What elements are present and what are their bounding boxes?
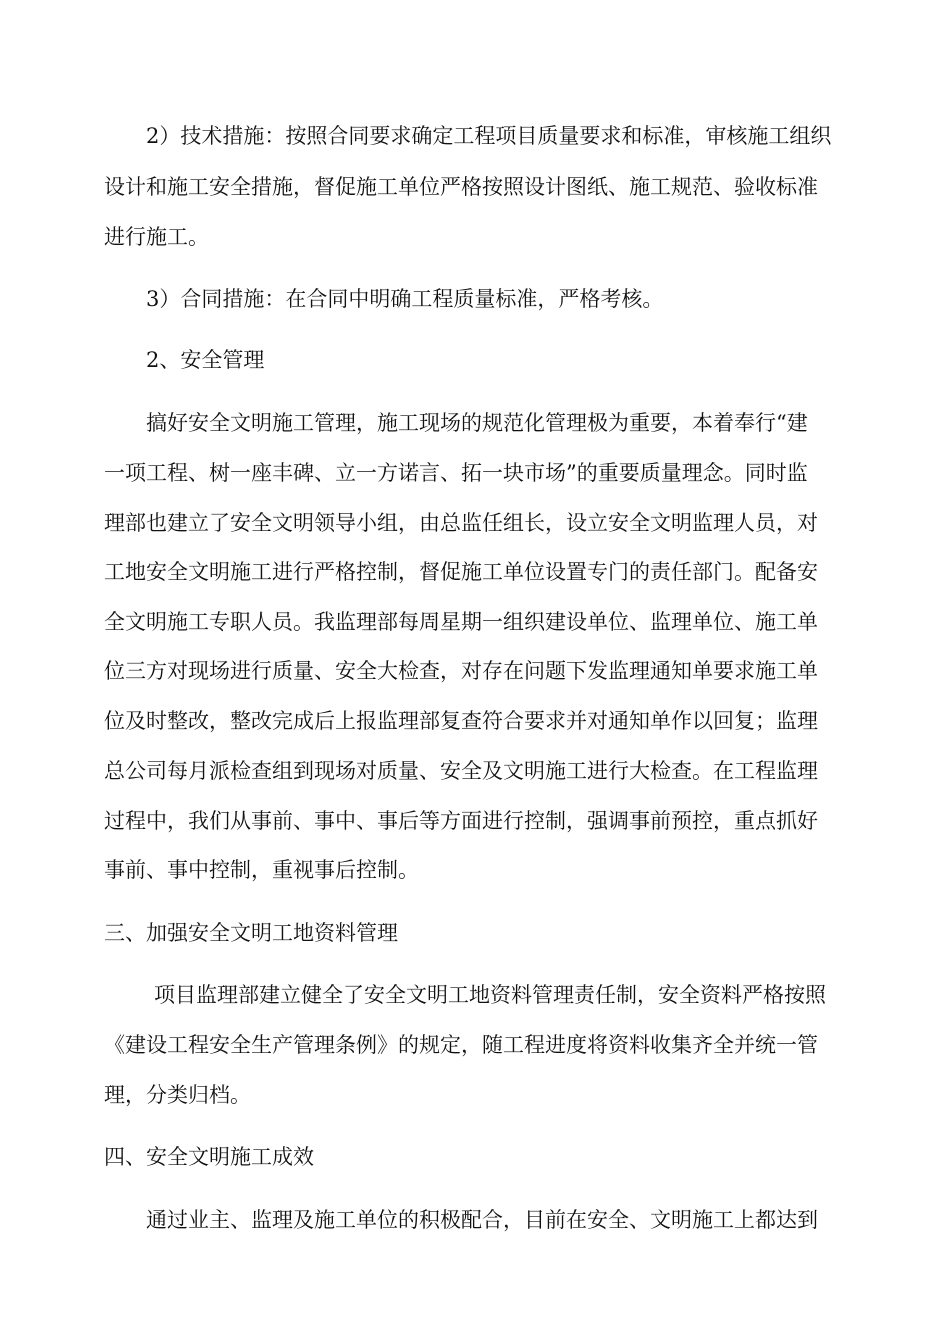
text-line: 通过业主、监理及施工单位的积极配合，目前在安全、文明施工上都达到 xyxy=(146,1208,818,1232)
section-heading: 三、加强安全文明工地资料管理 xyxy=(104,921,398,945)
text-line: 3）合同措施：在合同中明确工程质量标准，严格考核。 xyxy=(146,287,664,311)
text-line: 工地安全文明施工进行严格控制，督促施工单位设置专门的责任部门。配备安 xyxy=(104,560,818,584)
text-line: 位三方对现场进行质量、安全大检查，对存在问题下发监理通知单要求施工单 xyxy=(104,659,818,683)
text-line: 一项工程、树一座丰碑、立一方诺言、拓一块市场”的重要质量理念。同时监 xyxy=(104,461,808,485)
text-line: 理部也建立了安全文明领导小组，由总监任组长，设立安全文明监理人员，对 xyxy=(104,511,818,535)
section-heading: 2、安全管理 xyxy=(146,348,265,372)
text-line: 全文明施工专职人员。我监理部每周星期一组织建设单位、监理单位、施工单 xyxy=(104,610,818,634)
section-heading: 四、安全文明施工成效 xyxy=(104,1145,314,1169)
text-line: 搞好安全文明施工管理，施工现场的规范化管理极为重要，本着奉行“建 xyxy=(146,411,808,435)
text-line: 位及时整改，整改完成后上报监理部复查符合要求并对通知单作以回复；监理 xyxy=(104,709,818,733)
text-line: 总公司每月派检查组到现场对质量、安全及文明施工进行大检查。在工程监理 xyxy=(104,759,818,783)
text-line: 理，分类归档。 xyxy=(104,1083,251,1107)
text-line: 进行施工。 xyxy=(104,225,209,249)
text-line: 设计和施工安全措施，督促施工单位严格按照设计图纸、施工规范、验收标准 xyxy=(104,175,818,199)
text-line: 事前、事中控制，重视事后控制。 xyxy=(104,858,419,882)
text-line: 2）技术措施：按照合同要求确定工程项目质量要求和标准，审核施工组织 xyxy=(146,124,832,148)
text-line: 《建设工程安全生产管理条例》的规定，随工程进度将资料收集齐全并统一管 xyxy=(104,1033,818,1057)
text-line: 过程中，我们从事前、事中、事后等方面进行控制，强调事前预控，重点抓好 xyxy=(104,809,818,833)
text-line: 项目监理部建立健全了安全文明工地资料管理责任制，安全资料严格按照 xyxy=(154,983,826,1007)
